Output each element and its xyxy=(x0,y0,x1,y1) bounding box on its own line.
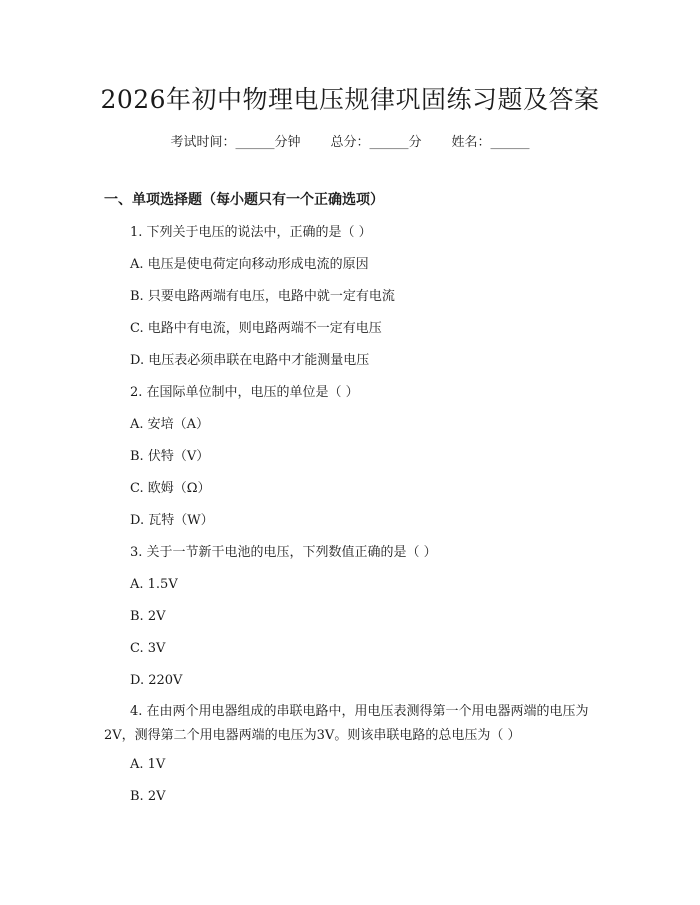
question-2-option-d: D. 瓦特（W） xyxy=(130,513,214,528)
question-3-option-b: B. 2V xyxy=(130,609,166,624)
section-heading: 一、单项选择题（每小题只有一个正确选项） xyxy=(104,192,384,208)
question-3-option-a: A. 1.5V xyxy=(130,577,178,592)
question-4-stem: 4. 在由两个用电器组成的串联电路中，用电压表测得第一个用电器两端的电压为2V，测得第二个用电器两端的电压为3V。则该串联电路的总电压为（ ） xyxy=(104,704,589,743)
question-2-option-c: C. 欧姆（Ω） xyxy=(130,481,211,496)
question-2-option-a: A. 安培（A） xyxy=(130,417,210,432)
question-1-option-a: A. 电压是使电荷定向移动形成电流的原因 xyxy=(130,257,369,272)
question-2-option-b: B. 伏特（V） xyxy=(130,449,210,464)
student-name-field: 姓名：______ xyxy=(451,135,530,150)
question-4-option-b: B. 2V xyxy=(130,789,166,804)
question-3-option-c: C. 3V xyxy=(130,641,166,656)
question-1-option-d: D. 电压表必须串联在电路中才能测量电压 xyxy=(130,353,370,368)
question-2-stem: 2. 在国际单位制中，电压的单位是（ ） xyxy=(130,385,359,400)
question-4-option-a: A. 1V xyxy=(130,757,166,772)
exam-meta xyxy=(0,131,700,150)
question-1-stem: 1. 下列关于电压的说法中，正确的是（ ） xyxy=(130,225,372,240)
total-score-field: 总分：______分 xyxy=(330,135,422,150)
exam-time-field: 考试时间：______分钟 xyxy=(170,135,301,150)
question-1-option-b: B. 只要电路两端有电压，电路中就一定有电流 xyxy=(130,289,395,304)
question-1-option-c: C. 电路中有电流，则电路两端不一定有电压 xyxy=(130,321,382,336)
question-3-stem: 3. 关于一节新干电池的电压，下列数值正确的是（ ） xyxy=(130,545,437,560)
question-3-option-d: D. 220V xyxy=(130,673,183,688)
page-title: 2026年初中物理电压规律巩固练习题及答案 xyxy=(100,85,600,114)
